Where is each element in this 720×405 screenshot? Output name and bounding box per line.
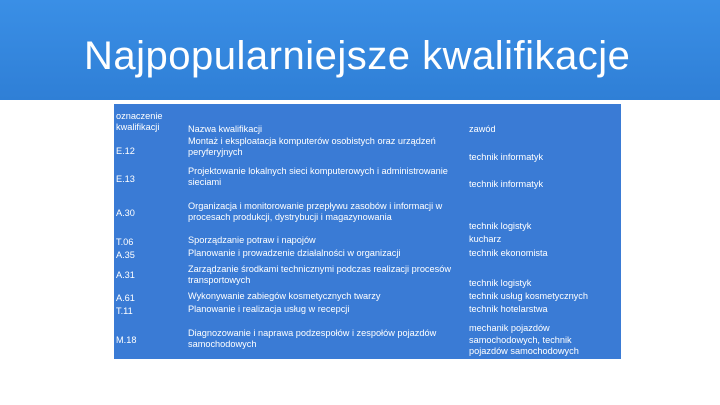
job-line: pojazdów samochodowych — [469, 346, 579, 356]
code-e13: E.13 — [116, 174, 135, 184]
name-line: procesach produkcji, dystrybucji i magazynowania — [188, 212, 392, 222]
qualifications-table — [114, 104, 621, 359]
name-line: samochodowych — [188, 339, 257, 349]
name-line: Sporządzanie potraw i napojów — [188, 235, 316, 245]
job-line: kucharz — [469, 234, 502, 244]
slide-title: Najpopularniejsze kwalifikacje — [84, 34, 631, 78]
job-line: technik informatyk — [469, 152, 544, 162]
code-a30: A.30 — [116, 208, 135, 218]
name-line: Organizacja i monitorowanie przepływu zasobów i informacji w — [188, 201, 443, 211]
name-line: Planowanie i realizacja usług w recepcji — [188, 304, 350, 314]
name-line: Zarządzanie środkami technicznymi podczas realizacji procesów — [188, 264, 451, 274]
job-line: samochodowych, technik — [469, 335, 572, 345]
code-t06: T.06 — [116, 237, 134, 247]
name-line: Montaż i eksploatacja komputerów osobistych oraz urządzeń — [188, 136, 436, 146]
job-line: technik usług kosmetycznych — [469, 291, 588, 301]
code-e12: E.12 — [116, 146, 135, 156]
code-a35: A.35 — [116, 250, 135, 260]
name-line: Diagnozowanie i naprawa podzespołów i zespołów pojazdów — [188, 328, 437, 338]
job-line: technik informatyk — [469, 179, 544, 189]
header-name: Nazwa kwalifikacji — [188, 124, 263, 134]
job-line: technik logistyk — [469, 278, 532, 288]
code-a61: A.61 — [116, 293, 135, 303]
header-code-line2: kwalifikacji — [116, 122, 160, 132]
job-line: technik hotelarstwa — [469, 304, 548, 314]
header-job: zawód — [469, 124, 496, 134]
name-line: peryferyjnych — [188, 147, 243, 157]
code-m18: M.18 — [116, 335, 137, 345]
header-code-line1: oznaczenie — [116, 111, 163, 121]
job-line: mechanik pojazdów — [469, 323, 550, 333]
job-line: technik ekonomista — [469, 248, 548, 258]
code-t11: T.11 — [116, 306, 133, 316]
code-a31: A.31 — [116, 270, 135, 280]
name-line: transportowych — [188, 275, 251, 285]
job-line: technik logistyk — [469, 221, 532, 231]
name-line: Planowanie i prowadzenie działalności w organizacji — [188, 248, 401, 258]
name-line: Projektowanie lokalnych sieci komputerowych i administrowanie — [188, 166, 448, 176]
name-line: sieciami — [188, 177, 222, 187]
name-line: Wykonywanie zabiegów kosmetycznych twarzy — [188, 291, 381, 301]
